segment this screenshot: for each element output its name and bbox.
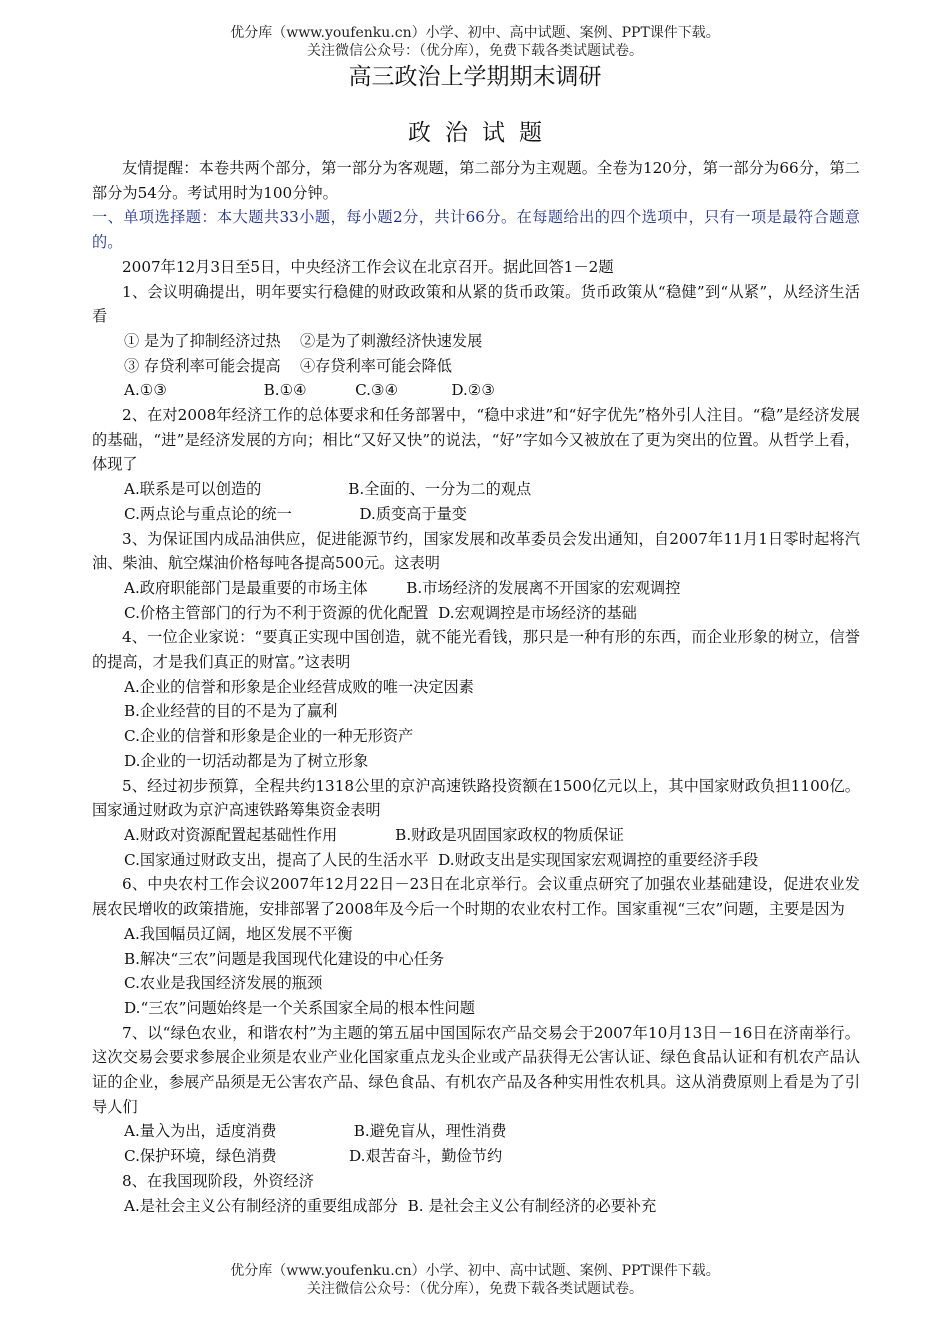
exam-reminder: 友情提醒：本卷共两个部分，第一部分为客观题，第二部分为主观题。全卷为120分，第一部分为66分，第二部分为54分。考试用时为100分钟。 xyxy=(92,159,860,202)
question-6-option-a: A.我国幅员辽阔，地区发展不平衡 xyxy=(124,924,353,943)
page-header xyxy=(0,24,950,60)
question-1-items-b: ③ 存贷利率可能会提高 ④存贷利率可能会降低 xyxy=(124,356,452,375)
question-4-option-a: A.企业的信誉和形象是企业经营成败的唯一决定因素 xyxy=(124,677,474,696)
question-1-options: A.①③ B.①④ C.③④ D.②③ xyxy=(124,381,496,400)
question-8-stem: 8、在我国现阶段，外资经济 xyxy=(122,1171,314,1190)
question-7-options-cd: C.保护环境，绿色消费 D.艰苦奋斗，勤俭节约 xyxy=(124,1147,503,1166)
question-6-option-b: B.解决“三农”问题是我国现代化建设的中心任务 xyxy=(124,949,445,968)
question-5-options-ab: A.财政对资源配置起基础性作用 B.财政是巩固国家政权的物质保证 xyxy=(124,825,624,844)
question-3-stem: 3、为保证国内成品油供应，促进能源节约，国家发展和改革委员会发出通知，自2007年11月1日零时起将汽油、柴油、航空煤油价格每吨各提高500元。这表明 xyxy=(92,529,860,573)
question-3-options-cd: C.价格主管部门的行为不利于资源的优化配置 D.宏观调控是市场经济的基础 xyxy=(124,603,637,622)
document-title: 高三政治上学期期末调研 xyxy=(348,64,602,90)
question-8-options-ab: A.是社会主义公有制经济的重要组成部分 B. 是社会主义公有制经济的必要补充 xyxy=(124,1196,657,1215)
question-6-option-c: C.农业是我国经济发展的瓶颈 xyxy=(124,974,323,993)
question-2-options-cd: C.两点论与重点论的统一 D.质变高于量变 xyxy=(124,504,467,523)
question-4-option-c: C.企业的信誉和形象是企业的一种无形资产 xyxy=(124,727,414,746)
question-5-options-cd: C.国家通过财政支出，提高了人民的生活水平 D.财政支出是实现国家宏观调控的重要经济手段 xyxy=(124,850,759,869)
question-2-options-ab: A.联系是可以创造的 B.全面的、一分为二的观点 xyxy=(124,480,532,499)
document-body xyxy=(92,156,860,1218)
question-1-stem: 1、会议明确提出，明年要实行稳健的财政政策和从紧的货币政策。货币政策从“稳健”到“从紧”，从经济生活看 xyxy=(92,282,860,326)
section-heading-1: 一、单项选择题：本大题共33小题，每小题2分，共计66分。在每题给出的四个选项中，只有一项是最符合题意的。 xyxy=(92,208,860,252)
question-7-options-ab: A.量入为出，适度消费 B.避免盲从，理性消费 xyxy=(124,1122,507,1141)
question-4-option-b: B.企业经营的目的不是为了赢利 xyxy=(124,702,338,721)
question-6-stem: 6、中央农村工作会议2007年12月22日－23日在北京举行。会议重点研究了加强农业基础建设，促进农业发展农民增收的政策措施，安排部署了2008年及今后一个时期的农业农村工作。国家重视“三农”问题，主要是因为 xyxy=(92,875,860,919)
question-7-stem: 7、以“绿色农业，和谐农村”为主题的第五届中国国际农产品交易会于2007年10月13日－16日在济南举行。这次交易会要求参展企业须是农业产业化国家重点龙头企业或产品获得无公害认证、绿色食品认证和有机农产品认证的企业，参展产品须是无公害农产品、绿色食品、有机农产品及各种实用性农机具。这从消费原则上看是为了引导人们 xyxy=(92,1023,860,1116)
document-subtitle: 政治试题 xyxy=(408,120,556,146)
page-footer xyxy=(0,1262,950,1298)
question-2-stem: 2、在对2008年经济工作的总体要求和任务部署中，“稳中求进”和“好字优先”格外引人注目。“稳”是经济发展的基础，“进”是经济发展的方向；相比“又好又快”的说法，“好”字如今又被放在了更为突出的位置。从哲学上看，体现了 xyxy=(92,406,860,474)
question-4-stem: 4、一位企业家说：“要真正实现中国创造，就不能光看钱，那只是一种有形的东西，而企业形象的树立，信誉的提高，才是我们真正的财富。”这表明 xyxy=(92,628,860,672)
footer-line-1: 优分库（www.youfenku.cn）小学、初中、高中试题、案例、PPT课件下载。 xyxy=(230,1263,720,1279)
question-5-stem: 5、经过初步预算，全程共约1318公里的京沪高速铁路投资额在1500亿元以上，其中国家财政负担1100亿。国家通过财政为京沪高速铁路筹集资金表明 xyxy=(92,776,860,820)
question-3-options-ab: A.政府职能部门是最重要的市场主体 B.市场经济的发展离不开国家的宏观调控 xyxy=(124,578,681,597)
question-4-option-d: D.企业的一切活动都是为了树立形象 xyxy=(124,751,369,770)
question-group-intro: 2007年12月3日至5日，中央经济工作会议在北京召开。据此回答1－2题 xyxy=(122,257,614,276)
header-line-1: 优分库（www.youfenku.cn）小学、初中、高中试题、案例、PPT课件下载。 xyxy=(230,25,720,41)
question-1-items-a: ① 是为了抑制经济过热 ②是为了刺激经济快速发展 xyxy=(124,331,483,350)
footer-line-2: 关注微信公众号：（优分库），免费下载各类试题试卷。 xyxy=(307,1281,643,1297)
question-6-option-d: D.“三农”问题始终是一个关系国家全局的根本性问题 xyxy=(124,998,475,1017)
header-line-2: 关注微信公众号：（优分库），免费下载各类试题试卷。 xyxy=(307,43,643,59)
